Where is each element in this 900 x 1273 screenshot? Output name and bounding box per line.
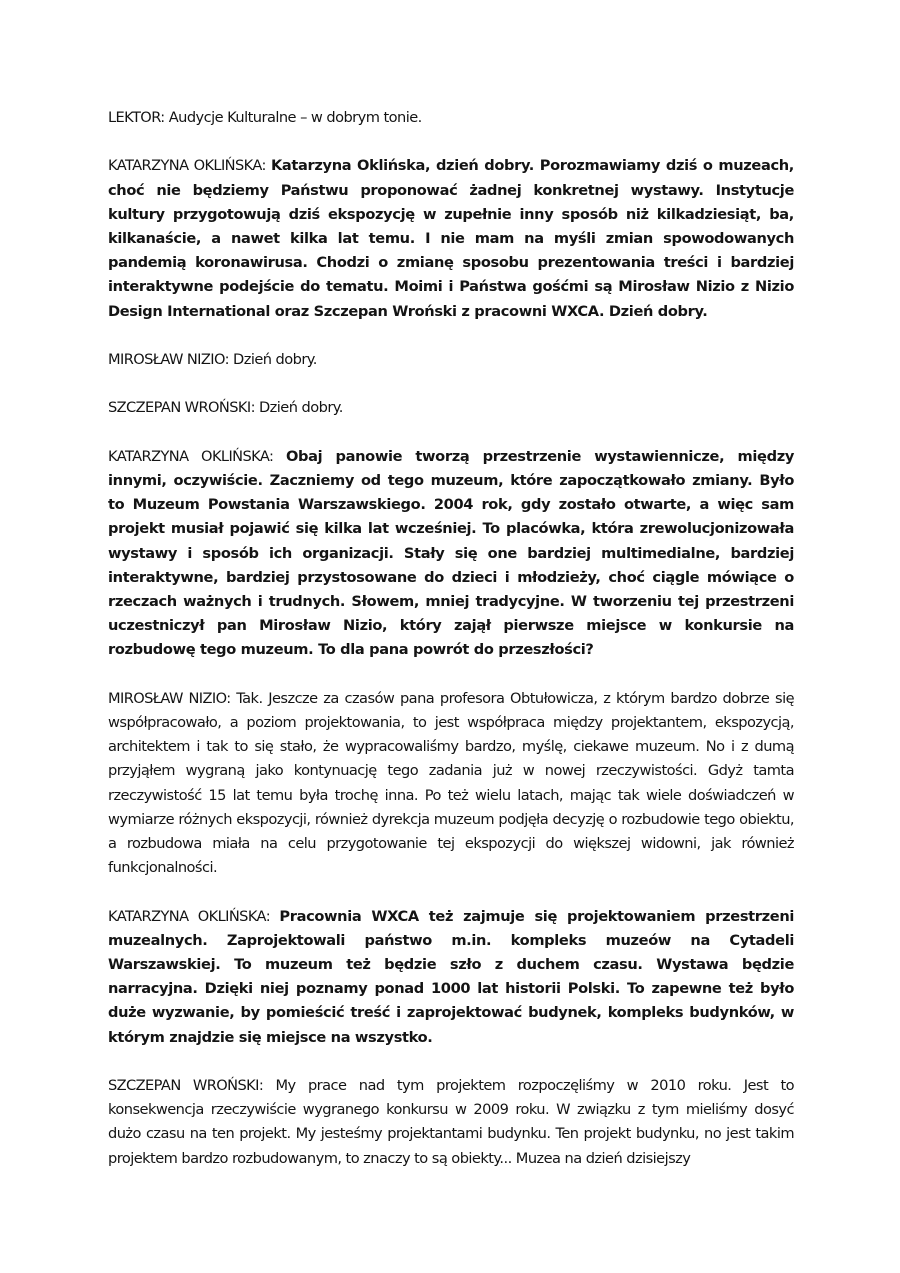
speech-text: My prace nad tym projektem rozpoczęliśmy w 2010 roku. Jest to konsekwencja rzeczywiście wygranego konkursu w 2009 roku. W związku z tym mieliśmy dosyć dużo czasu na ten projekt. My jesteśmy projektantami budynku. Ten projekt budynku, no jest takim projektem bardzo rozbudowanym, to znaczy to są obiekty... Muzea na dzień dzisiejszy <box>108 1077 795 1167</box>
paragraph-nizio-answer <box>108 687 794 881</box>
paragraph-oklinska-intro <box>108 154 794 323</box>
paragraph-wronski-answer <box>108 1074 794 1171</box>
speaker-label: SZCZEPAN WROŃSKI: <box>108 399 255 417</box>
paragraph-nizio-greeting <box>108 348 794 372</box>
paragraph-lektor <box>108 106 794 130</box>
speech-text: Audycje Kulturalne – w dobrym tonie. <box>168 109 422 126</box>
transcript-page <box>108 106 794 1195</box>
speech-text: Katarzyna Oklińska, dzień dobry. Porozmawiamy dziś o muzeach, choć nie będziemy Państwu proponować żadnej konkretnej wystawy. Instytucje kultury przygotowują dziś ekspozycję w zupełnie inny sposób niż kilkadziesiąt, ba, kilkanaście, a nawet kilka lat temu. I nie mam na myśli zmian spowodowanych pandemią koronawirusa. Chodzi o zmianę sposobu prezentowania treści i bardziej interaktywne podejście do tematu. Moimi i Państwa gośćmi są Mirosław Nizio z Nizio Design International oraz Szczepan Wroński z pracowni WXCA. Dzień dobry. <box>108 157 794 320</box>
paragraph-oklinska-question-1 <box>108 445 794 663</box>
speech-text: Obaj panowie tworzą przestrzenie wystawiennicze, między innymi, oczywiście. Zaczniemy od tego muzeum, które zapoczątkowało zmiany. Było to Muzeum Powstania Warszawskiego. 2004 rok, gdy zostało otwarte, a więc sam projekt musiał pojawić się kilka lat wcześniej. To placówka, która zrewolucjonizowała wystawy i sposób ich organizacji. Stały się one bardziej multimedialne, bardziej interaktywne, bardziej przystosowane do dzieci i młodzieży, choć ciągle mówiące o rzeczach ważnych i trudnych. Słowem, mniej tradycyjne. W tworzeniu tej przestrzeni uczestniczył pan Mirosław Nizio, który zajął pierwsze miejsce w konkursie na rozbudowę tego muzeum. To dla pana powrót do przeszłości? <box>108 447 795 659</box>
speaker-label: KATARZYNA OKLIŃSKA: <box>108 447 274 465</box>
speech-text: Dzień dobry. <box>259 399 343 417</box>
speech-text: Pracownia WXCA też zajmuje się projektowaniem przestrzeni muzealnych. Zaprojektowali państwo m.in. kompleks muzeów na Cytadeli Warszawskiej. To muzeum też będzie szło z duchem czasu. Wystawa będzie narracyjna. Dzięki niej poznamy ponad 1000 lat historii Polski. To zapewne też było duże wyzwanie, by pomieścić treść i zaprojektować budynek, kompleks budynków, w którym znajdzie się miejsce na wszystko. <box>108 907 795 1046</box>
speaker-label: MIROSŁAW NIZIO: <box>108 689 231 707</box>
speaker-label: LEKTOR: <box>108 109 165 126</box>
speaker-label: MIROSŁAW NIZIO: <box>108 351 229 368</box>
paragraph-oklinska-question-2 <box>108 905 794 1050</box>
paragraph-wronski-greeting <box>108 396 794 420</box>
speaker-label: KATARZYNA OKLIŃSKA: <box>108 907 271 925</box>
speaker-label: KATARZYNA OKLIŃSKA: <box>108 157 266 175</box>
speech-text: Tak. Jeszcze za czasów pana profesora Obtułowicza, z którym bardzo dobrze się współpracowało, a poziom projektowania, to jest współpraca między projektantem, ekspozycją, architektem i tak to się stało, że wypracowaliśmy bardzo, myślę, ciekawe muzeum. No i z dumą przyjąłem wygraną jako kontynuację tego zadania już w nowej rzeczywistości. Gdyż tamta rzeczywistość 15 lat temu była trochę inna. Po też wielu latach, mając tak wiele doświadczeń w wymiarze różnych ekspozycji, również dyrekcja muzeum podjęła decyzję o rozbudowie tego obiektu, a rozbudowa miała na celu przygotowanie tej ekspozycji do większej widowni, jak również funkcjonalności. <box>108 689 794 877</box>
speech-text: Dzień dobry. <box>233 351 317 368</box>
speaker-label: SZCZEPAN WROŃSKI: <box>108 1077 264 1095</box>
